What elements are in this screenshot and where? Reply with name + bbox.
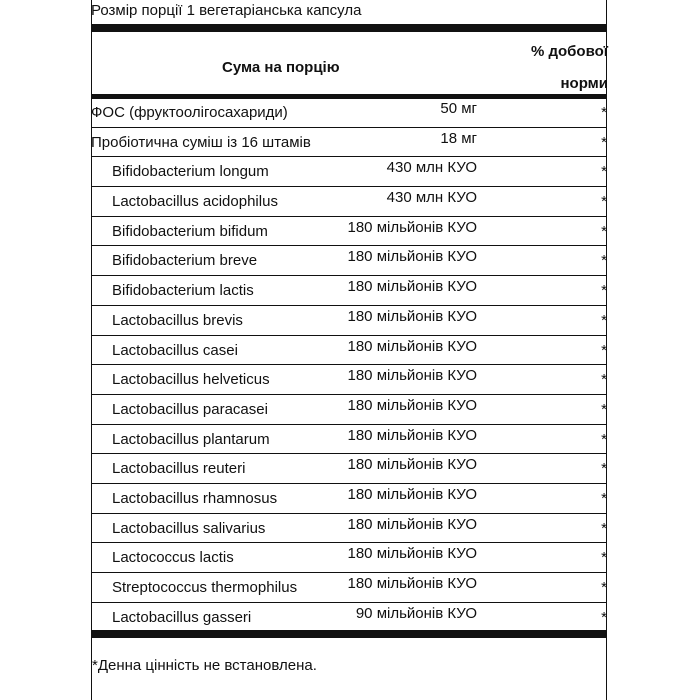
daily-value: *: [601, 579, 607, 596]
nutrient-table: [91, 98, 607, 632]
daily-value: *: [601, 222, 607, 240]
ingredient-amount: 18 мг: [440, 129, 477, 147]
daily-value-header-line1: % добової: [530, 43, 608, 60]
ingredient-amount: 180 мільйонів КУО: [347, 575, 477, 592]
daily-value: *: [601, 311, 607, 329]
daily-value-header-line2: норми: [560, 75, 608, 92]
ingredient-name: Lactobacillus brevis: [112, 311, 243, 329]
table-row: [91, 98, 607, 128]
daily-value: *: [601, 163, 607, 181]
ingredient-amount: 430 млн КУО: [386, 159, 477, 177]
table-row: [91, 603, 607, 633]
ingredient-name: Lactobacillus salivarius: [112, 519, 266, 537]
ingredient-amount: 180 мільйонів КУО: [347, 307, 477, 325]
ingredient-name: Пробіотична суміш із 16 штамів: [91, 133, 311, 151]
ingredient-name: Lactobacillus plantarum: [112, 430, 270, 448]
daily-value: *: [601, 193, 607, 211]
daily-value: *: [601, 430, 607, 448]
table-row: [91, 276, 607, 306]
table-row: [91, 365, 607, 395]
table-row: [91, 187, 607, 217]
table-row: [91, 128, 607, 158]
daily-value: *: [601, 341, 607, 359]
table-row: [91, 217, 607, 247]
table-row: [91, 543, 607, 573]
ingredient-amount: 180 мільйонів КУО: [347, 426, 477, 444]
table-row: [91, 395, 607, 425]
ingredient-name: Lactobacillus rhamnosus: [112, 489, 278, 507]
ingredient-name: Bifidobacterium lactis: [112, 282, 254, 300]
table-row: [91, 425, 607, 455]
daily-value: *: [601, 519, 607, 537]
serving-size: Розмір порції 1 вегетаріанська капсула: [91, 2, 362, 19]
thick-divider-top: [91, 24, 607, 32]
daily-value: *: [601, 608, 607, 626]
table-row: [91, 157, 607, 187]
ingredient-amount: 50 мг: [440, 100, 477, 117]
daily-value: *: [601, 104, 607, 121]
table-row: [91, 514, 607, 544]
ingredient-name: Bifidobacterium longum: [112, 163, 269, 181]
daily-value: *: [601, 133, 607, 151]
daily-value: *: [601, 460, 607, 478]
ingredient-amount: 180 мільйонів КУО: [347, 278, 477, 296]
table-row: [91, 573, 607, 603]
daily-value: *: [601, 371, 607, 389]
ingredient-amount: 430 млн КУО: [386, 189, 477, 207]
ingredient-name: Bifidobacterium breve: [112, 252, 258, 270]
daily-value: *: [601, 549, 607, 567]
daily-value: *: [601, 252, 607, 270]
daily-value: *: [601, 489, 607, 507]
ingredient-amount: 180 мільйонів КУО: [347, 545, 477, 563]
ingredient-amount: 90 мільйонів КУО: [355, 604, 477, 622]
daily-value: *: [601, 400, 607, 418]
daily-value: *: [601, 282, 607, 300]
daily-value-footnote: *Денна цінність не встановлена.: [92, 657, 317, 674]
ingredient-amount: 180 мільйонів КУО: [347, 485, 477, 503]
ingredient-amount: 180 мільйонів КУО: [347, 396, 477, 414]
ingredient-name: Lactobacillus casei: [112, 341, 238, 359]
ingredient-name: Lactobacillus acidophilus: [112, 193, 278, 211]
table-row: [91, 246, 607, 276]
ingredient-name: Lactobacillus helveticus: [112, 371, 270, 389]
ingredient-name: Lactobacillus reuteri: [112, 460, 246, 478]
table-row: [91, 336, 607, 366]
ingredient-amount: 180 мільйонів КУО: [347, 337, 477, 355]
ingredient-name: ФОС (фруктоолігосахариди): [91, 104, 288, 121]
ingredient-name: Lactococcus lactis: [112, 549, 234, 567]
thick-divider-bottom: [91, 630, 607, 638]
table-row: [91, 484, 607, 514]
ingredient-amount: 180 мільйонів КУО: [347, 367, 477, 385]
table-row: [91, 306, 607, 336]
ingredient-amount: 180 мільйонів КУО: [347, 515, 477, 533]
ingredient-name: Bifidobacterium bifidum: [112, 222, 268, 240]
ingredient-amount: 180 мільйонів КУО: [347, 218, 477, 236]
ingredient-amount: 180 мільйонів КУО: [347, 456, 477, 474]
ingredient-name: Lactobacillus gasseri: [112, 608, 252, 626]
ingredient-amount: 180 мільйонів КУО: [347, 248, 477, 266]
ingredient-name: Lactobacillus paracasei: [112, 400, 268, 418]
table-row: [91, 454, 607, 484]
amount-per-serving-header: Сума на порцію: [222, 59, 340, 76]
ingredient-name: Streptococcus thermophilus: [112, 579, 298, 596]
